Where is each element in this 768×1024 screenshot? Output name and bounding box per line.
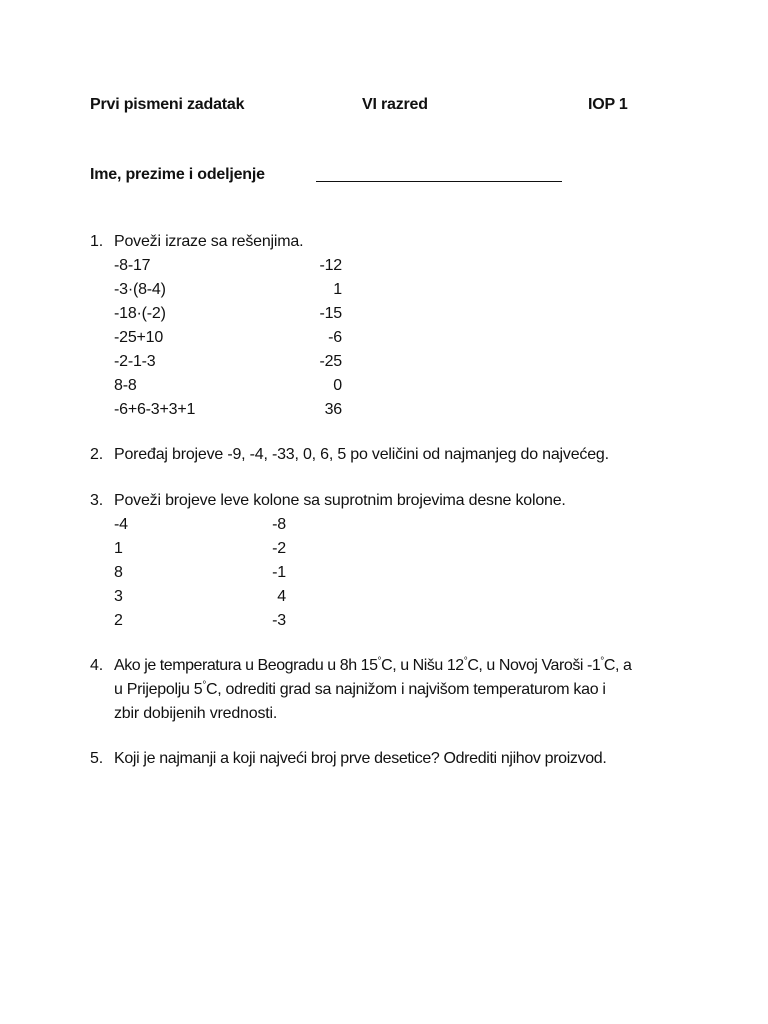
task1-solution: 0 [333, 377, 342, 394]
task1-number: 1. [90, 233, 103, 250]
task4-line1-part: C, a [603, 657, 632, 674]
worksheet-title: Prvi pismeni zadatak [90, 96, 245, 113]
task3-left-number: 2 [114, 612, 123, 629]
task4-line1-part: C, u Novoj Varoši -1 [467, 657, 601, 674]
name-blank-line [316, 181, 562, 182]
task3-text: Poveži brojeve leve kolone sa suprotnim brojevima desne kolone. [114, 492, 566, 509]
task3-left-number: 3 [114, 588, 123, 605]
task1-expression: -8-17 [114, 257, 151, 274]
task4-line1-part: C, u Nišu 12 [381, 657, 464, 674]
task4-line1-part: Ako je temperatura u Beogradu u 8h 15 [114, 657, 378, 674]
task3-left-number: 1 [114, 540, 123, 557]
degree-sign: ° [377, 656, 382, 667]
task3-right-number: 4 [277, 588, 286, 605]
task3-number: 3. [90, 492, 103, 509]
task5-number: 5. [90, 750, 103, 767]
task1-expression: -6+6-3+3+1 [114, 401, 196, 418]
task4-line2-part: C, odrediti grad sa najnižom i najvišom temperaturom kao i [206, 681, 606, 698]
task3-right-number: -1 [272, 564, 286, 581]
task1-solution: 36 [324, 401, 342, 418]
iop-code: IOP 1 [588, 96, 628, 113]
task3-right-number: -3 [272, 612, 286, 629]
task1-solution: -25 [319, 353, 342, 370]
task3-right-number: -8 [272, 516, 286, 533]
task1-expression: -25+10 [114, 329, 164, 346]
task3-left-number: 8 [114, 564, 123, 581]
task2-text: Poređaj brojeve -9, -4, -33, 0, 6, 5 po veličini od najmanjeg do najvećeg. [114, 446, 609, 463]
task1-expression: 8-8 [114, 377, 137, 394]
task3-left-number: -4 [114, 516, 128, 533]
task1-solution: -12 [319, 257, 342, 274]
grade-label: VI razred [362, 96, 428, 113]
task3-right-number: -2 [272, 540, 286, 557]
task4-number: 4. [90, 657, 103, 674]
task1-solution: -6 [328, 329, 342, 346]
task1-expression: -3·(8-4) [114, 281, 166, 298]
task4-line3: zbir dobijenih vrednosti. [114, 705, 278, 722]
task4-line2-part: u Prijepolju 5 [114, 681, 203, 698]
degree-sign: ° [463, 656, 468, 667]
degree-sign: ° [600, 656, 604, 667]
task4-line1 [114, 657, 631, 675]
task5-text: Koji je najmanji a koji najveći broj prve desetice? Odrediti njihov proizvod. [114, 750, 607, 767]
task1-expression: -2-1-3 [114, 353, 156, 370]
task4-line2 [114, 681, 606, 699]
degree-sign: ° [202, 680, 207, 691]
task2-number: 2. [90, 446, 103, 463]
task1-solution: -15 [319, 305, 342, 322]
name-label: Ime, prezime i odeljenje [90, 166, 265, 183]
task1-expression: -18·(-2) [114, 305, 166, 322]
task1-text: Poveži izraze sa rešenjima. [114, 233, 304, 250]
task1-solution: 1 [333, 281, 342, 298]
